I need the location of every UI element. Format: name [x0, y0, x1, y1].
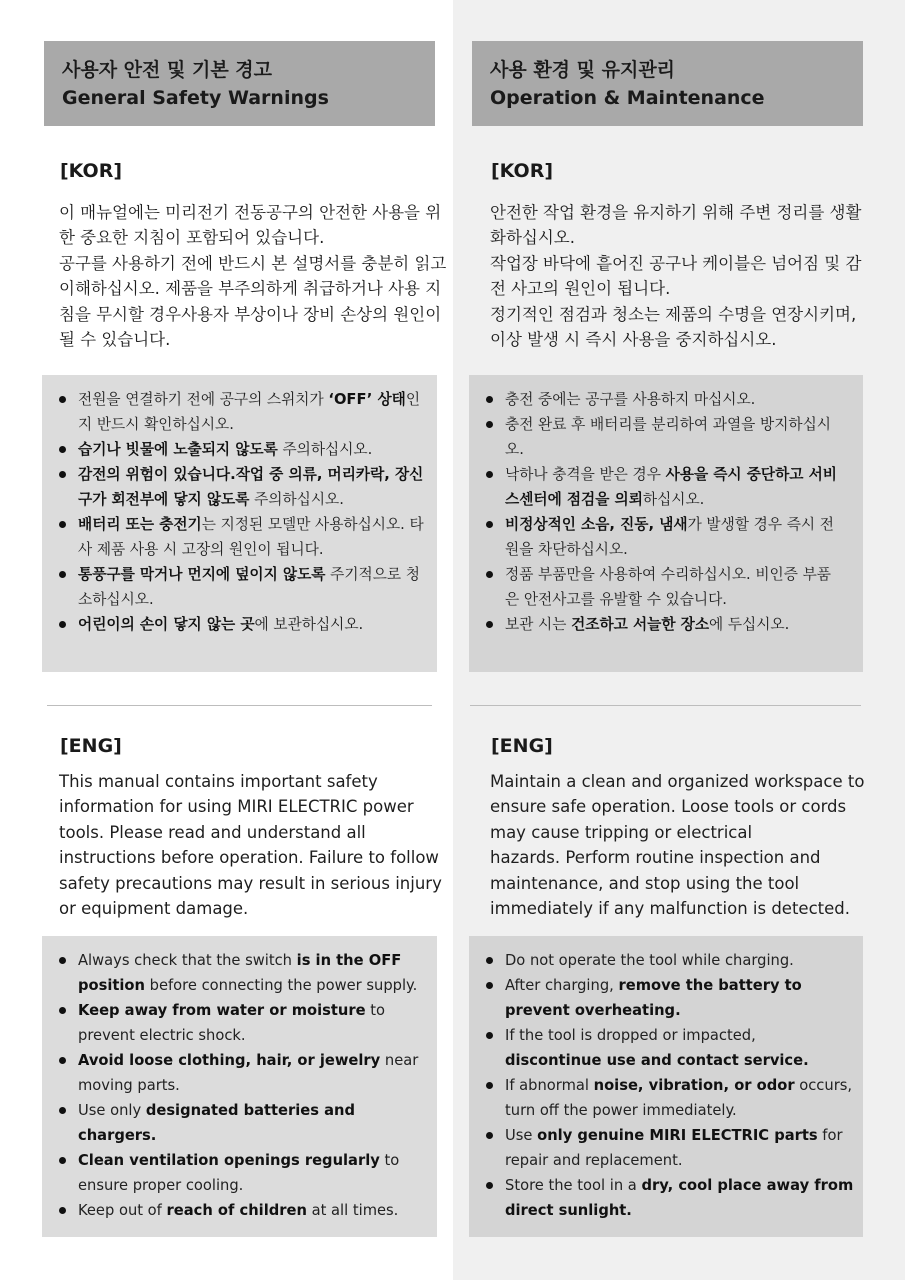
left-kor-bullet-box — [42, 375, 437, 672]
bullet-bold-text: direct sunlight. — [505, 1202, 632, 1219]
bullet-text: Use — [505, 1127, 538, 1144]
bullet-line — [78, 1123, 421, 1148]
bullet-text: 소하십시오. — [78, 591, 154, 608]
bullet-text: to — [379, 1152, 400, 1169]
bullet-item — [485, 612, 847, 637]
bullet-bold-text: ‘OFF’ 상태 — [328, 391, 406, 408]
bullet-text: Keep out of — [78, 1202, 167, 1219]
bullet-bold-text: Keep away from water or moisture — [78, 1002, 366, 1019]
right-kor-bullet-list — [485, 387, 847, 637]
bullet-text: 정품 부품만을 사용하여 수리하십시오. 비인증 부품 — [505, 566, 831, 583]
bullet-line — [505, 487, 847, 512]
bullet-text: 낙하나 충격을 받은 경우 — [505, 466, 666, 483]
right-kor-paragraph — [490, 200, 870, 352]
bullet-bold-text: remove the battery to — [618, 977, 802, 994]
bullet-text: 인 — [405, 391, 421, 408]
bullet-line — [505, 587, 847, 612]
bullet-line — [78, 412, 421, 437]
bullet-line — [505, 612, 847, 637]
bullet-line — [505, 462, 847, 487]
bullet-text: turn off the power immediately. — [505, 1102, 737, 1119]
bullet-item — [485, 387, 847, 412]
right-header-title-kor: 사용 환경 및 유지관리 — [490, 59, 676, 81]
bullet-line — [505, 437, 847, 462]
right-eng-label: [ENG] — [491, 735, 553, 757]
bullet-item — [58, 562, 421, 612]
bullet-line — [505, 1148, 847, 1173]
right-divider — [470, 705, 861, 706]
left-header-title-eng: General Safety Warnings — [62, 87, 329, 109]
bullet-item — [485, 512, 847, 562]
bullet-line — [505, 512, 847, 537]
bullet-line — [78, 948, 421, 973]
bullet-text: Use only — [78, 1102, 146, 1119]
bullet-text: 주의하십시오. — [249, 491, 344, 508]
left-divider — [47, 705, 432, 706]
bullet-line — [78, 487, 421, 512]
bullet-text: 전원을 연결하기 전에 공구의 스위치가 — [78, 391, 329, 408]
paragraph-line: 한 중요한 지침이 포함되어 있습니다. — [59, 228, 325, 248]
bullet-item — [485, 462, 847, 512]
paragraph-line: information for using MIRI ELECTRIC power — [59, 797, 414, 817]
bullet-bold-text: 배터리 또는 충전기 — [78, 516, 202, 533]
paragraph-line: maintenance, and stop using the tool — [490, 873, 800, 893]
bullet-text: 보관 시는 — [505, 616, 572, 633]
bullet-text: Always check that the switch — [78, 952, 297, 969]
bullet-line — [78, 512, 424, 537]
bullet-bold-text: noise, vibration, or odor — [593, 1077, 795, 1094]
bullet-line — [505, 562, 847, 587]
bullet-text: before connecting the power supply. — [144, 977, 418, 994]
right-eng-bullet-box — [469, 936, 863, 1237]
bullet-line — [505, 1173, 854, 1198]
bullet-item — [58, 1198, 421, 1223]
bullet-text: to — [365, 1002, 385, 1019]
paragraph-line: This manual contains important safety — [59, 772, 378, 791]
paragraph-line: 화하십시오. — [490, 228, 575, 248]
bullet-line — [78, 387, 421, 412]
paragraph-line: may cause tripping or electrical — [490, 822, 753, 842]
bullet-text: If the tool is dropped or impacted, — [505, 1027, 756, 1044]
bullet-line — [78, 1148, 421, 1173]
paragraph-line: or equipment damage. — [59, 899, 249, 919]
bullet-text: ensure proper cooling. — [78, 1177, 244, 1194]
bullet-item — [485, 1173, 854, 1223]
left-eng-bullet-box — [42, 936, 437, 1237]
bullet-text: After charging, — [505, 977, 619, 994]
left-kor-label: [KOR] — [60, 160, 123, 182]
bullet-line — [505, 1073, 853, 1098]
bullet-text: 에 보관하십시오. — [254, 616, 364, 633]
paragraph-line: instructions before operation. Failure to follow — [59, 848, 439, 868]
bullet-bold-text: 비정상적인 소음, 진동, 냄새 — [505, 516, 688, 533]
bullet-bold-text: Clean ventilation openings regularly — [78, 1152, 380, 1169]
bullet-text: moving parts. — [78, 1077, 180, 1094]
bullet-item — [58, 1048, 421, 1098]
bullet-bold-text: dry, cool place away from — [641, 1177, 854, 1194]
bullet-text: occurs, — [794, 1077, 853, 1094]
bullet-line — [78, 587, 421, 612]
right-kor-label: [KOR] — [491, 160, 554, 182]
right-section-header — [472, 41, 863, 126]
bullet-line — [505, 1198, 847, 1223]
bullet-bold-text: chargers. — [78, 1127, 157, 1144]
bullet-line — [505, 998, 847, 1023]
paragraph-line: 공구를 사용하기 전에 반드시 본 설명서를 충분히 읽고 — [59, 253, 447, 273]
bullet-text: 충전 중에는 공구를 사용하지 마십시오. — [505, 391, 756, 408]
right-kor-bullet-box — [469, 375, 863, 672]
bullet-line — [505, 387, 847, 412]
bullet-line — [505, 537, 847, 562]
bullet-bold-text: 습기나 빗물에 노출되지 않도록 — [78, 441, 278, 458]
bullet-line — [78, 462, 424, 487]
bullet-text: 은 안전사고를 유발할 수 있습니다. — [505, 591, 727, 608]
bullet-line — [505, 1048, 847, 1073]
bullet-text: 는 지정된 모델만 사용하십시오. 타 — [201, 516, 424, 533]
paragraph-line: 작업장 바닥에 흩어진 공구나 케이블은 넘어짐 및 감 — [490, 253, 862, 273]
bullet-line — [505, 1098, 847, 1123]
bullet-bold-text: 통풍구를 막거나 먼지에 덮이지 않도록 — [78, 566, 326, 583]
bullet-bold-text: reach of children — [166, 1202, 307, 1219]
bullet-text: 사 제품 사용 시 고장의 원인이 됩니다. — [78, 541, 324, 558]
paragraph-line: tools. Please read and understand all — [59, 822, 366, 842]
bullet-text: 에 두십시오. — [709, 616, 790, 633]
bullet-line — [78, 437, 421, 462]
left-section-header — [44, 41, 435, 126]
bullet-line — [78, 998, 421, 1023]
bullet-text: for — [817, 1127, 843, 1144]
bullet-item — [485, 412, 847, 462]
left-eng-label: [ENG] — [60, 735, 122, 757]
bullet-line — [78, 1198, 421, 1223]
bullet-item — [485, 1073, 853, 1123]
bullet-line — [505, 1023, 847, 1048]
bullet-text: 원을 차단하십시오. — [505, 541, 628, 558]
bullet-text: at all times. — [306, 1202, 399, 1219]
bullet-item — [58, 437, 421, 462]
bullet-item — [58, 1148, 421, 1198]
bullet-line — [78, 537, 421, 562]
bullet-item — [485, 1123, 847, 1173]
bullet-bold-text: prevent overheating. — [505, 1002, 681, 1019]
bullet-bold-text: 건조하고 서늘한 장소 — [571, 616, 710, 633]
bullet-text: 주기적으로 청 — [325, 566, 420, 583]
bullet-text: If abnormal — [505, 1077, 594, 1094]
bullet-line — [78, 1173, 421, 1198]
bullet-bold-text: position — [78, 977, 145, 994]
bullet-item — [485, 948, 847, 973]
paragraph-line: hazards. Perform routine inspection and — [490, 848, 821, 868]
bullet-text: prevent electric shock. — [78, 1027, 246, 1044]
paragraph-line: Maintain a clean and organized workspace to — [490, 772, 865, 791]
bullet-bold-text: 사용을 즉시 중단하고 서비 — [665, 466, 837, 483]
paragraph-line: ensure safe operation. Loose tools or cords — [490, 797, 847, 817]
paragraph-line: immediately if any malfunction is detected. — [490, 899, 850, 919]
paragraph-line: 안전한 작업 환경을 유지하기 위해 주변 정리를 생활 — [490, 203, 862, 222]
bullet-bold-text: 스센터에 점검을 의뢰 — [505, 491, 643, 508]
bullet-line — [505, 412, 847, 437]
bullet-text: 충전 완료 후 배터리를 분리하여 과열을 방지하십시 — [505, 416, 831, 433]
bullet-text: 지 반드시 확인하십시오. — [78, 416, 234, 433]
left-kor-bullet-list — [58, 387, 424, 637]
bullet-bold-text: 감전의 위험이 있습니다.작업 중 의류, 머리카락, 장신 — [78, 466, 424, 483]
paragraph-line: 전 사고의 원인이 됩니다. — [490, 279, 671, 299]
bullet-item — [485, 1023, 847, 1073]
bullet-text: 가 발생할 경우 즉시 전 — [687, 516, 834, 533]
bullet-text: 하십시오. — [642, 491, 705, 508]
bullet-item — [58, 462, 424, 512]
bullet-line — [505, 973, 847, 998]
paragraph-line: 이 매뉴얼에는 미리전기 전동공구의 안전한 사용을 위 — [59, 203, 442, 222]
bullet-text: near — [380, 1052, 419, 1069]
bullet-bold-text: is in the OFF — [296, 952, 402, 969]
bullet-text: Do not operate the tool while charging. — [505, 952, 794, 969]
bullet-bold-text: designated batteries and — [145, 1102, 355, 1119]
bullet-item — [485, 562, 847, 612]
bullet-item — [485, 973, 847, 1023]
left-header-title-kor: 사용자 안전 및 기본 경고 — [62, 59, 272, 81]
bullet-item — [58, 998, 421, 1048]
bullet-line — [78, 1023, 421, 1048]
bullet-line — [78, 562, 421, 587]
bullet-bold-text: only genuine MIRI ELECTRIC parts — [537, 1127, 818, 1144]
bullet-bold-text: discontinue use and contact service. — [505, 1052, 809, 1069]
left-eng-bullet-list — [58, 948, 421, 1223]
left-eng-paragraph — [59, 769, 442, 921]
bullet-line — [78, 612, 421, 637]
left-kor-paragraph — [59, 200, 447, 352]
paragraph-line: 될 수 있습니다. — [59, 330, 171, 350]
bullet-line — [505, 1123, 847, 1148]
bullet-text: 주의하십시오. — [277, 441, 373, 458]
bullet-item — [58, 612, 421, 637]
bullet-line — [78, 1048, 421, 1073]
right-eng-paragraph — [490, 769, 870, 921]
bullet-bold-text: 구가 회전부에 닿지 않도록 — [78, 491, 250, 508]
bullet-item — [58, 948, 421, 998]
paragraph-line: 정기적인 점검과 청소는 제품의 수명을 연장시키며, — [490, 304, 857, 324]
bullet-item — [58, 512, 424, 562]
right-header-title-eng: Operation & Maintenance — [490, 87, 765, 109]
bullet-line — [78, 1073, 421, 1098]
bullet-line — [505, 948, 847, 973]
bullet-text: 오. — [505, 441, 524, 458]
paragraph-line: safety precautions may result in serious injury — [59, 873, 442, 893]
right-eng-bullet-list — [485, 948, 854, 1223]
bullet-bold-text: 어린이의 손이 닿지 않는 곳 — [78, 616, 255, 633]
bullet-item — [58, 1098, 421, 1148]
paragraph-line: 침을 무시할 경우사용자 부상이나 장비 손상의 원인이 — [59, 304, 442, 324]
bullet-item — [58, 387, 421, 437]
bullet-line — [78, 1098, 421, 1123]
bullet-line — [78, 973, 421, 998]
bullet-text: repair and replacement. — [505, 1152, 683, 1169]
bullet-bold-text: Avoid loose clothing, hair, or jewelry — [78, 1052, 381, 1069]
bullet-text: Store the tool in a — [505, 1177, 642, 1194]
paragraph-line: 이해하십시오. 제품을 부주의하게 취급하거나 사용 지 — [59, 279, 442, 299]
paragraph-line: 이상 발생 시 즉시 사용을 중지하십시오. — [490, 330, 777, 350]
